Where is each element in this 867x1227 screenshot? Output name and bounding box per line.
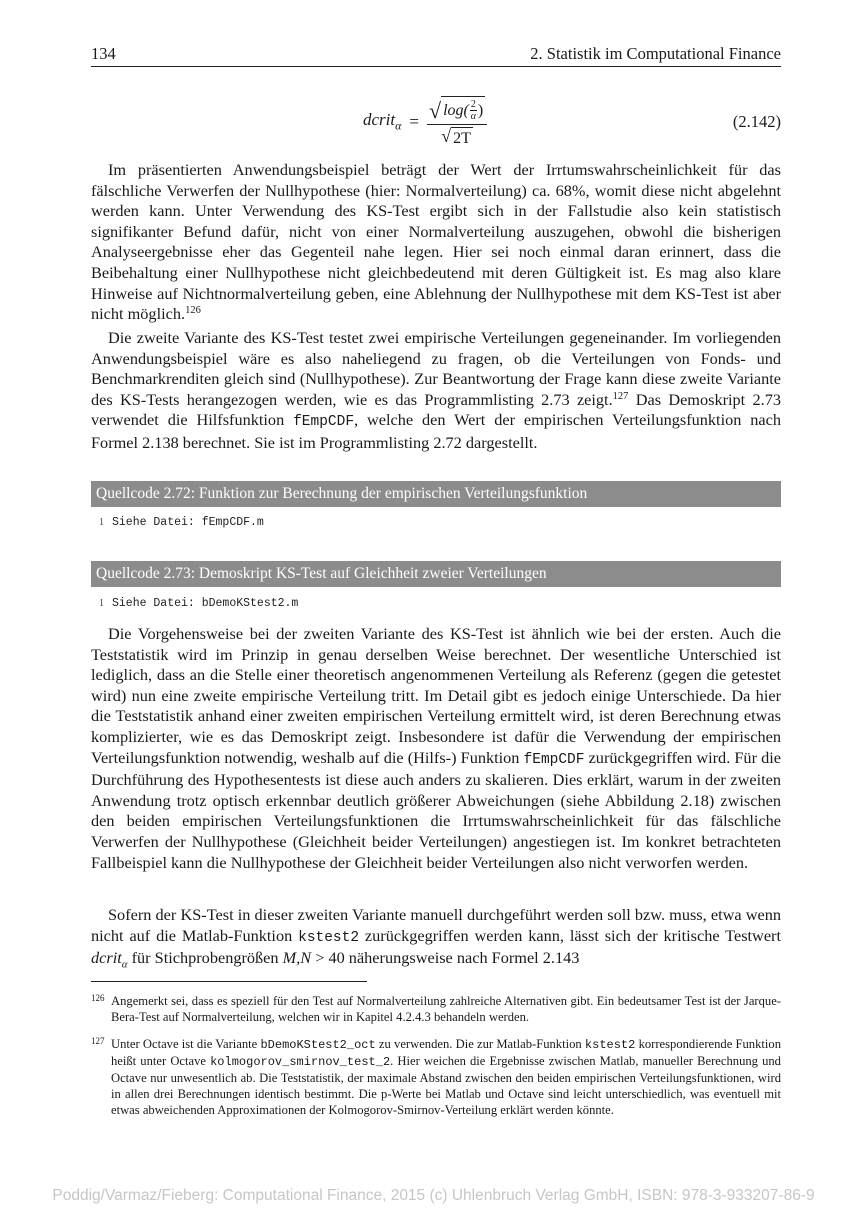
inline-code: fEmpCDF <box>523 751 585 768</box>
sqrt-icon: √ <box>441 126 452 146</box>
chapter-title: 2. Statistik im Computational Finance <box>530 44 781 63</box>
copyright-watermark: Poddig/Varmaz/Fieberg: Computational Finance, 2015 (c) Uhlenbruch Verlag GmbH, ISBN: 978-3-933207-86-9 <box>52 1187 815 1204</box>
paragraph-1: Im präsentierten Anwendungsbeispiel beträgt der Wert der Irrtumswahrscheinlichkeit für das fälschliche Verwerfen der Nullhypothese (hier: Normalverteilung) ca. 68%, womit diese nicht abgelehnt werden kann. Unter Verwendung des KS-Test ergibt sich in der Fallstudie also kein statistisch signifikanter Befund dafür, nicht von einer Normalverteilung auszugehen, obwohl die bisherigen Analyseergebnisse eher das Gegenteil nahe legen. Hier sei noch einmal daran erinnert, dass die Beibehaltung einer Nullhypothese nicht gleichbedeutend mit deren Gültigkeit ist. Es mag also klare Hinweise auf Nichtnormalverteilung geben, eine Ablehnung der Nullhypothese mit dem KS-Test ist aber nicht möglich.$^{126}$ <box>91 160 781 324</box>
math-mn: M,N <box>282 948 312 968</box>
footnote-127: 127 Unter Octave ist die Variante bDemoKStest2_oct zu verwenden. Die zur Matlab-Funktion kstest2 korrespondierende Funktion heißt unter Octave kolmogorov_smirnov_test_2. Hier weichen die Ergebnisse zwischen Matlab, manueller Berechnung und Octave nur unwesentlich ab. Die Teststatistik, der maximale Abstand zwischen den beiden empirischen Verteilungsfunktionen, wird in allen drei Berechnungen identisch bestimmt. Die p-Werte bei Matlab und Octave sind leicht unterschiedlich, was eventuell mit etwas abweichenden Approximationen der Kolmogorov-Smirnov-Verteilung erklärt werden könnte. <box>91 1036 781 1118</box>
paragraph-3: Die Vorgehensweise bei der zweiten Variante des KS-Test ist ähnlich wie bei der ersten. Auch die Teststatistik wird im Prinzip in genau derselben Weise berechnet. Der wesentliche Unterschied ist lediglich, dass an die Stelle einer theoretisch angenommenen Verteilung als Referenz (gegen die getestet wird) nun eine zweite empirische Verteilung tritt. Im Detail gibt es jedoch einige Unterschiede. Da hier die Teststatistik anhand einer zweiten empirischen Verteilung ermittelt wird, ist deren Berechnung etwas komplizierter, wie es das Demoskript zeigt. Insbesondere ist dafür die Verwendung der empirischen Verteilungsfunktion notwendig, weshalb auf die (Hilfs-) Funktion fEmpCDF zurückgegriffen wird. Für die Durchführung des Hypothesentests ist diese auch anders zu skalieren. Dies erklärt, warum in der zweiten Anwendung trotz optisch erkennbar deutlich größerer Abweichungen (siehe Abbildung 2.18) zwischen den beiden empirischen Verteilungsfunktionen die Irrtumswahrscheinlichkeit für das fälschliche Verwerfen der Nullhypothese (Gleichheit beider Verteilungen) angestiegen ist. Im konkret betrachteten Fallbeispiel kann die Nullhypothese der Gleichheit beider Verteilungen also nicht verworfen werden. <box>91 624 781 872</box>
listing-caption-2-72: Quellcode 2.72: Funktion zur Berechnung der empirischen Verteilungsfunktion <box>91 481 781 507</box>
equation-number: (2.142) <box>732 112 781 131</box>
page-number: 134 <box>91 44 116 63</box>
equals-sign: = <box>409 112 420 131</box>
paragraph-4: Sofern der KS-Test in dieser zweiten Variante manuell durchgeführt werden soll bzw. muss, etwa wenn nicht auf die Matlab-Funktion kstest2 zurückgegriffen werden kann, lässt sich der kritische Testwert dcrit$_\alpha$ für Stichprobengrößen M,N > 40 näherungsweise nach Formel 2.143 <box>91 905 781 971</box>
line-number: 1 <box>99 517 104 528</box>
footnote-divider <box>91 981 367 982</box>
footnote-mark: 126 <box>91 993 105 1003</box>
equation-lhs: dcrit$_\alpha$ <box>363 110 402 133</box>
listing-code-2-72: 1 Siehe Datei: fEmpCDF.m <box>99 516 264 529</box>
inline-code: kstest2 <box>584 1038 636 1052</box>
running-header <box>91 42 781 67</box>
line-number: 1 <box>99 598 104 609</box>
inner-fraction: $\frac{2}{\alpha}$ <box>470 99 476 122</box>
equation-numerator: √ log( $\frac{2}{\alpha}$ ) <box>427 96 487 125</box>
sqrt-icon: √ <box>429 98 442 123</box>
inline-code: kstest2 <box>298 929 360 946</box>
equation-fraction <box>427 96 487 148</box>
footnote-126: 126 Angemerkt sei, dass es speziell für den Test auf Normalverteilung zahlreiche Alternativen gibt. Ein bedeutsamer Test ist der Jarque-Bera-Test auf Normalverteilung, welchen wir in Kapitel 4.2.4.3 behandeln werden. <box>91 993 781 1025</box>
listing-caption-2-73: Quellcode 2.73: Demoskript KS-Test auf Gleichheit zweier Verteilungen <box>91 561 781 587</box>
inline-code: bDemoKStest2_oct <box>260 1038 376 1052</box>
equation-2-142 <box>91 92 781 152</box>
math-dcrit: dcrit$_\alpha$ <box>91 948 128 971</box>
equation-body <box>363 92 487 152</box>
footnote-ref-127[interactable]: 127 <box>612 390 629 402</box>
listing-code-2-73: 1 Siehe Datei: bDemoKStest2.m <box>99 597 299 610</box>
equation-denominator: √ 2T <box>441 126 471 147</box>
inline-code: kolmogorov_smirnov_test_2 <box>210 1055 391 1070</box>
footnote-ref-126[interactable]: 126 <box>185 305 201 317</box>
paragraph-2: Die zweite Variante des KS-Test testet zwei empirische Verteilungen gegeneinander. Im vorliegenden Anwendungsbeispiel wäre es also naheliegend zu fragen, ob die Verteilungen von Fonds- und Benchmarkrenditen gleich sind (Nullhypothese). Zur Beantwortung der Frage kann diese zweite Variante des KS-Tests herangezogen werden, wie es das Programmlisting 2.73 zeigt.$^{127}$ Das Demoskript 2.73 verwendet die Hilfsfunktion fEmpCDF, welche den Wert der empirischen Verteilungsfunktion nach Formel 2.138 berechnet. Sie ist im Programmlisting 2.72 dargestellt. <box>91 328 781 452</box>
inline-code: fEmpCDF <box>293 414 355 431</box>
footnote-mark: 127 <box>91 1036 105 1046</box>
